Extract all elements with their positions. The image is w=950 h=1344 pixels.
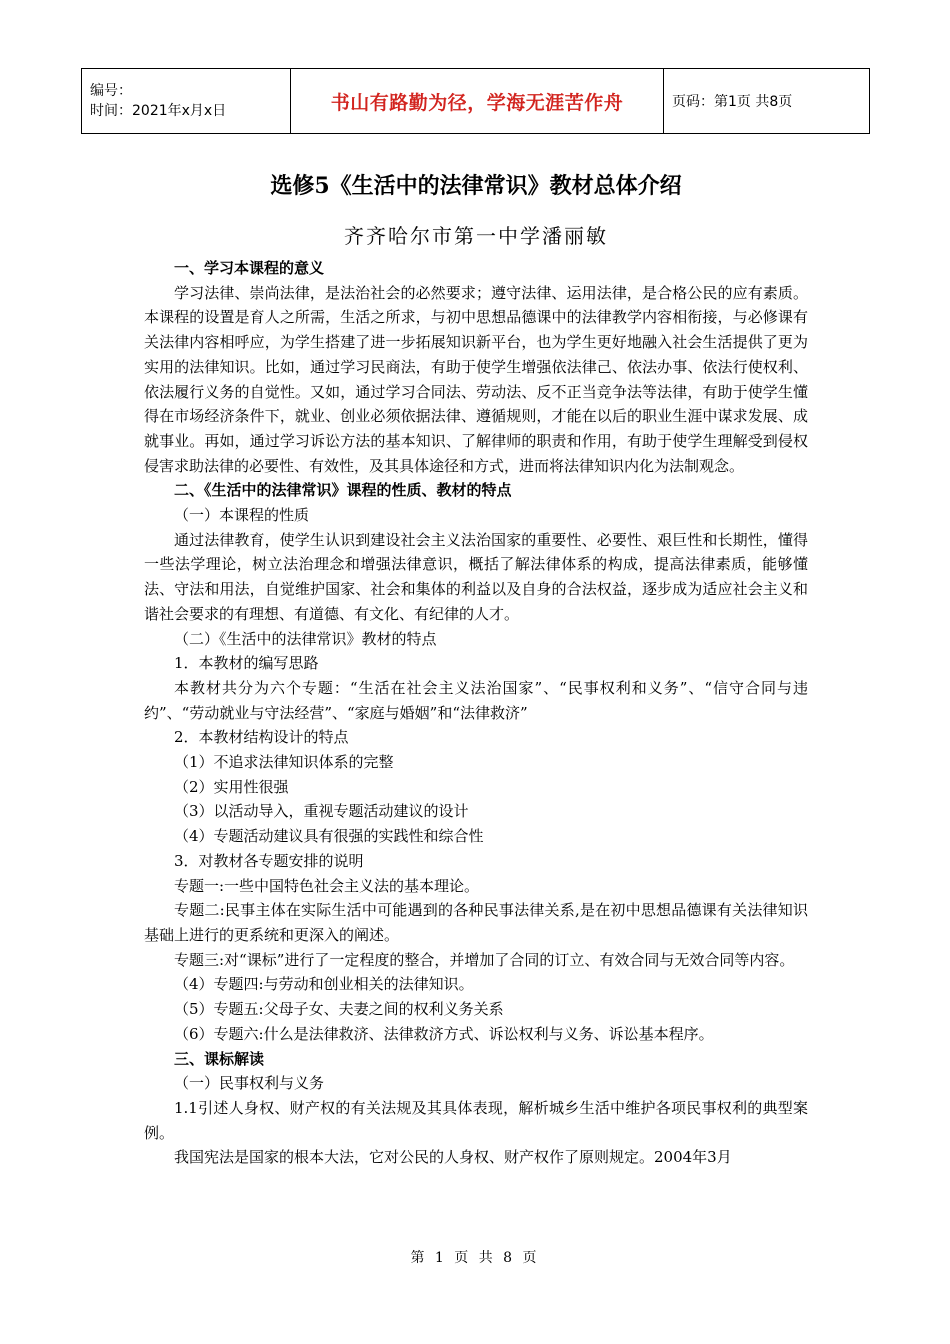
document-title: 选修5《生活中的法律常识》教材总体介绍 [270,173,682,199]
header-page-info: 页码：第1页 共8页 [664,69,870,134]
sub-item: （4）专题四:与劳动和创业相关的法律知识。 [174,975,474,994]
sub-item: （6）专题六:什么是法律救济、法律救济方式、诉讼权利与义务、诉讼基本程序。 [174,1024,714,1043]
sub-item: 2．本教材结构设计的特点 [174,728,349,747]
paragraph: 学习法律、崇尚法律，是法治社会的必然要求；遵守法律、运用法律，是合格公民的应有素质。本课程的设置是育人之所需，生活之所求，与初中思想品德课中的法律教学内容相衔接，与必修课有关法律内容相呼应，为学生搭建了进一步拓展知识新平台，也为学生更好地融入社会生活提供了更为实用的法律知识。比如，通过学习民商法，有助于使学生增强依法律己、依法办事、依法行使权利、依法履行义务的自觉性。又如，通过学习合同法、劳动法、反不正当竞争法等法律，有助于使学生懂得在市场经济条件下，就业、创业必须依据法律、遵循规则，才能在以后的职业生涯中谋求发展、成就事业。再如，通过学习诉讼方法的基本知识、了解律师的职责和作用，有助于使学生理解受到侵权侵害求助法律的必要性、有效性，及其具体途径和方式，进而将法律知识内化为法制观念。 [144,283,808,475]
sub-item: （一）民事权利与义务 [174,1074,325,1093]
paragraph: 专题二:民事主体在实际生活中可能遇到的各种民事法律关系,是在初中思想品德课有关法律知识基础上进行的更系统和更深入的阐述。 [144,901,808,944]
header-table [81,68,870,134]
doc-date-label: 时间：2021年x月x日 [90,103,227,119]
document-author: 齐齐哈尔市第一中学潘丽敏 [344,224,608,248]
sub-item: （1）不追求法律知识体系的完整 [174,753,394,772]
document-body [144,168,808,1170]
page-footer: 第 1 页 共 8 页 [410,1250,540,1266]
sub-item: （5）专题五:父母子女、夫妻之间的权利义务关系 [174,1000,504,1019]
document-content [144,256,808,1170]
sub-item: 3．对教材各专题安排的说明 [174,851,364,870]
doc-number-label: 编号： [90,83,132,99]
sub-item: （一）本课程的性质 [174,506,310,525]
sub-item: （二）《生活中的法律常识》教材的特点 [174,629,437,648]
header-motto: 书山有路勤为径，学海无涯苦作舟 [291,69,664,134]
sub-item: （2）实用性很强 [174,777,289,796]
sub-item: 专题一:一些中国特色社会主义法的基本理论。 [174,876,480,895]
header-meta-cell [82,69,291,134]
sub-item: 1．本教材的编写思路 [174,654,319,673]
sub-item: （3）以活动导入，重视专题活动建议的设计 [174,802,469,821]
paragraph: 专题三:对“课标”进行了一定程度的整合，并增加了合同的订立、有效合同与无效合同等内容。 [174,950,795,969]
paragraph: 本教材共分为六个专题：“生活在社会主义法治国家”、“民事权利和义务”、“信守合同与违约”、“劳动就业与守法经营”、“家庭与婚姻”和“法律救济” [144,678,808,722]
paragraph: 1.1引述人身权、财产权的有关法规及其具体表现，解析城乡生活中维护各项民事权利的典型案例。 [144,1098,808,1142]
section-heading: 三、课标解读 [174,1049,265,1068]
paragraph: 我国宪法是国家的根本大法，它对公民的人身权、财产权作了原则规定。2004年3月 [174,1148,732,1167]
sub-item: （4）专题活动建议具有很强的实践性和综合性 [174,827,484,846]
paragraph: 通过法律教育，使学生认识到建设社会主义法治国家的重要性、必要性、艰巨性和长期性，懂得一些法学理论，树立法治理念和增强法律意识，概括了解法律体系的构成，提高法律素质，能够懂法、守法和用法，自觉维护国家、社会和集体的利益以及自身的合法权益，逐步成为适应社会主义和谐社会要求的有理想、有道德、有文化、有纪律的人才。 [144,530,808,623]
section-heading: 二、《生活中的法律常识》课程的性质、教材的特点 [174,481,512,500]
section-heading: 一、学习本课程的意义 [174,259,325,277]
